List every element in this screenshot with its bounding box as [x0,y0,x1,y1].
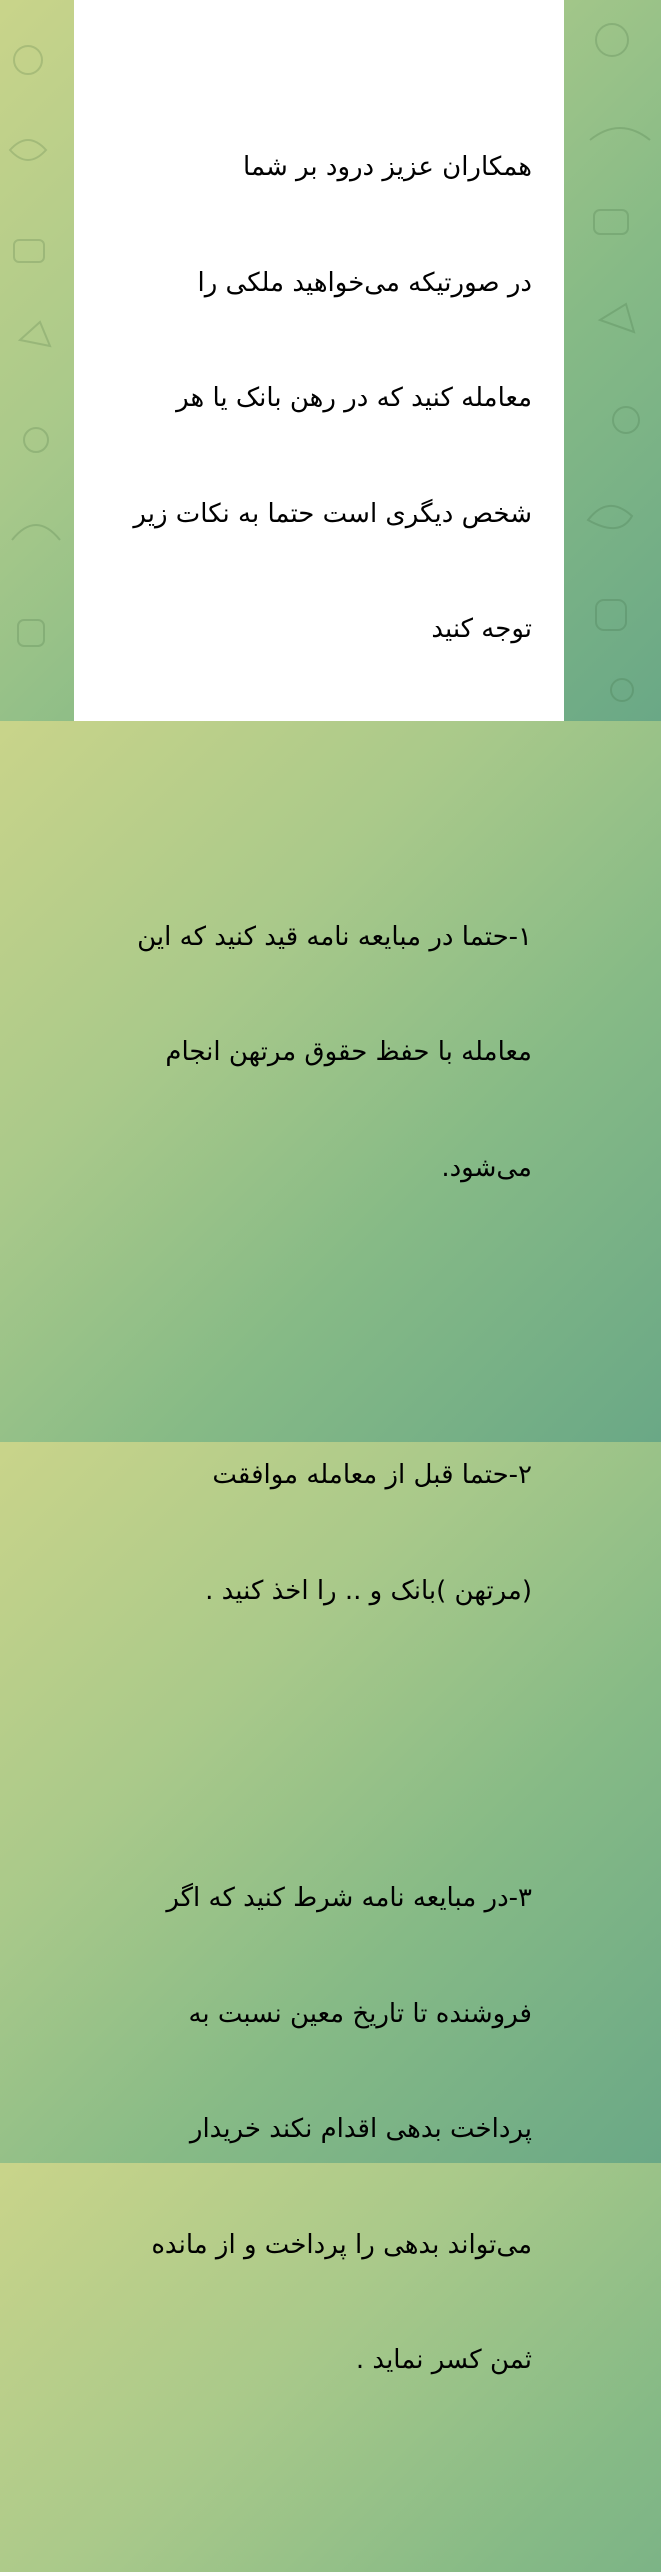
message-line: معامله با حفظ حقوق مرتهن انجام [165,1037,532,1067]
message-line: معامله کنید که در رهن بانک یا هر [176,383,532,413]
message-paragraph-point-1 [104,841,532,1265]
message-line: ۳-در مبایعه نامه شرط کنید که اگر [166,1883,532,1913]
message-line: ۱-حتما در مبایعه نامه قید کنید که این [137,921,532,952]
message-paragraph-intro [104,71,532,726]
message-line: شخص دیگری است حتما به نکات زیر [133,498,532,529]
message-text [104,0,532,2572]
message-line: ثمن کسر نماید . [355,2345,532,2375]
message-line: پرداخت بدهی اقدام نکند خریدار [189,2114,532,2144]
message-line: (مرتهن )بانک و .. را اخذ کنید . [205,1575,532,1606]
message-line: توجه کنید [431,614,532,644]
message-line: در صورتیکه می‌خواهید ملکی را [197,267,532,298]
message-paragraph-point-3 [104,1802,532,2457]
message-line: ۲-حتما قبل از معامله موافقت [212,1460,532,1490]
message-line: می‌شود. [441,1152,532,1183]
message-paragraph-point-2 [104,1379,532,1687]
message-line: همکاران عزیز درود بر شما [243,152,532,182]
message-line: فروشنده تا تاریخ معین نسبت به [188,1998,532,2029]
message-bubble[interactable] [74,0,564,2375]
message-line: می‌تواند بدهی را پرداخت و از مانده [151,2229,532,2260]
